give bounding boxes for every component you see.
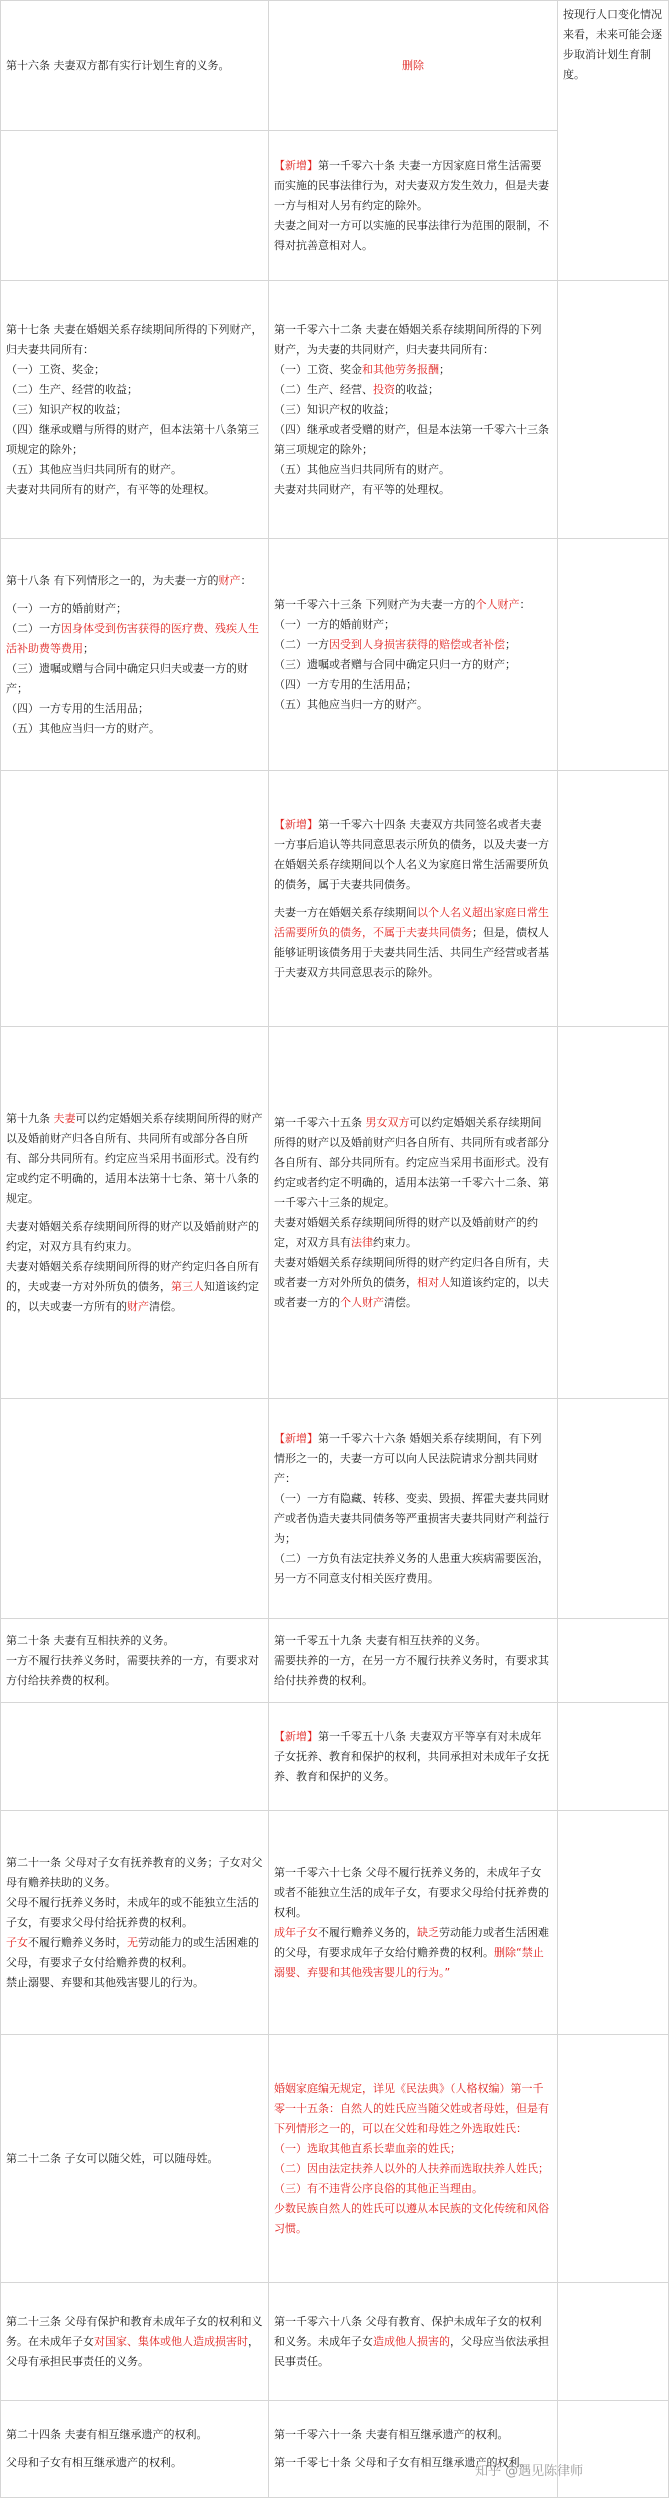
new-text [274, 1113, 552, 1213]
new-text [274, 156, 552, 216]
new-text [274, 380, 552, 400]
table-row [1, 1027, 669, 1399]
table-row [1, 1619, 669, 1703]
old-text: 第二十条 夫妻有互相扶养的义务。 [6, 1633, 175, 1647]
new-text: （五）其他应当归共同所有的财产。 [274, 462, 450, 476]
text-part: （二）一方 [274, 637, 329, 651]
text-part: ；但是，债权人能够证明该债务用于夫妻共同生活、共同生产经营或者基于夫妻双方共同意思表示的除外。 [274, 925, 549, 979]
text-part: 第一千零六十三条 下列财产为夫妻一方的 [274, 597, 476, 611]
new-text: 婚姻家庭编无规定，详见《民法典》（人格权编）第一千零一十五条：自然人的姓氏应当随父姓或者母姓，但是有下列情形之一的，可以在父姓和母姓之外选取姓氏： [274, 2081, 549, 2135]
new-text: （一）一方的婚前财产； [274, 617, 395, 631]
new-text [274, 1213, 552, 1253]
new-text: （四）一方专用的生活用品； [274, 677, 417, 691]
new-text [274, 595, 552, 615]
new-text: （三）知识产权的收益； [274, 402, 395, 416]
old-law-cell [1, 1027, 269, 1399]
text-part: 夫妻对婚姻关系存续期间所得的财产约定归各自所有，夫或者妻一方对外所负的债务， [274, 1255, 549, 1289]
text-part: 知道该约定的，以夫或者妻一方的 [274, 1275, 549, 1309]
new-text: 少数民族自然人的姓氏可以遵从本民族的文化传统和风俗习惯。 [274, 2201, 549, 2235]
old-text: （四）一方专用的生活用品； [6, 701, 149, 715]
new-text-body: 第一千零六十条 夫妻一方因家庭日常生活需要而实施的民事法律行为，对夫妻双方发生效力，但是夫妻一方与相对人另有约定的除外。 [274, 158, 549, 212]
new-law-cell [269, 1399, 558, 1619]
old-law-cell [1, 771, 269, 1027]
text-part: 不履行赡养义务的， [318, 1925, 417, 1939]
changed-text: 缺乏 [417, 1925, 439, 1939]
side-cell [558, 1027, 669, 1399]
side-cell [558, 2401, 669, 2498]
side-cell [558, 539, 669, 771]
old-text: （三）遗嘱或赠与合同中确定只归夫或妻一方的财产； [6, 661, 248, 695]
changed-text: 因身体受到伤害获得的医疗费、残疾人生活补助费等费用 [6, 621, 259, 655]
changed-text: 子女 [6, 1935, 28, 1949]
new-law-cell [269, 281, 558, 539]
changed-text: 夫妻 [53, 1111, 76, 1125]
new-text [274, 1253, 552, 1313]
old-text: 一方不履行扶养义务时，需要扶养的一方，有要求对方付给扶养费的权利。 [6, 1653, 259, 1687]
old-text: （二）生产、经营的收益； [6, 382, 138, 396]
new-text: 夫妻对共同财产，有平等的处理权。 [274, 482, 450, 496]
side-cell [558, 2283, 669, 2401]
new-text: （三）遗嘱或者赠与合同中确定只归一方的财产； [274, 657, 516, 671]
changed-text: 对国家、集体或他人造成损害时 [94, 2334, 248, 2348]
text-part: 可以约定婚姻关系存续期间所得的财产以及婚前财产归各自所有、共同所有或部分各自所有、部分共同所有。约定应当采用书面形式。没有约定或约定不明确的，适用本法第十七条、第十八条的规定。 [6, 1111, 263, 1205]
old-law-cell [1, 2283, 269, 2401]
old-law-cell [1, 1619, 269, 1703]
old-law-cell [1, 281, 269, 539]
text-part: （一）工资、奖金 [274, 362, 362, 376]
new-text [274, 1923, 552, 1983]
old-text: 第十七条 夫妻在婚姻关系存续期间所得的下列财产，归夫妻共同所有： [6, 322, 263, 356]
new-tag: 【新增】 [274, 1431, 318, 1445]
old-text: （一）一方的婚前财产； [6, 601, 127, 615]
side-cell [558, 1619, 669, 1703]
side-cell [558, 281, 669, 539]
new-text-body: 第一千零五十八条 夫妻双方平等享有对未成年子女抚养、教育和保护的权利，共同承担对未成年子女抚养、教育和保护的义务。 [274, 1729, 549, 1783]
changed-text: 财产 [127, 1299, 149, 1313]
text-part: ； [505, 637, 516, 651]
new-text: （四）继承或者受赠的财产，但是本法第一千零六十三条第三项规定的除外； [274, 422, 549, 456]
deleted-note: 删除 [402, 58, 424, 72]
side-note: 按现行人口变化情况来看，未来可能会逐步取消计划生育制度。 [563, 8, 662, 81]
new-text: 夫妻之间对一方可以实施的民事法律行为范围的限制，不得对抗善意相对人。 [274, 218, 549, 252]
text-part: ，父母有承担民事责任的义务。 [6, 2334, 259, 2368]
new-text [274, 635, 552, 655]
new-text [274, 2312, 552, 2372]
new-text: （一）选取其他直系长辈血亲的姓氏； [274, 2141, 461, 2155]
new-tag: 【新增】 [274, 1729, 318, 1743]
text-part: 清偿。 [384, 1295, 417, 1309]
table-row [1, 1, 669, 131]
side-cell [558, 1399, 669, 1619]
old-law-cell [1, 2035, 269, 2283]
new-text: 第一千零六十二条 夫妻在婚姻关系存续期间所得的下列财产，为夫妻的共同财产，归夫妻共同所有： [274, 322, 542, 356]
text-part: ，父母应当依法承担民事责任。 [274, 2334, 549, 2368]
table-row [1, 2035, 669, 2283]
new-text: （三）有不违背公序良俗的其他正当理由。 [274, 2181, 483, 2195]
changed-text: 无 [127, 1935, 138, 1949]
new-law-cell [269, 1027, 558, 1399]
text-part: ； [83, 641, 94, 655]
changed-text: 个人财产 [340, 1295, 384, 1309]
new-law-cell [269, 1811, 558, 2035]
old-text: （一）工资、奖金； [6, 362, 105, 376]
text-part: 劳动能力或者生活困难的父母，有要求成年子女给付赡养费的权利。 [274, 1925, 549, 1959]
text-part: 第一千零六十五条 [274, 1115, 366, 1129]
new-text: 第一千零六十一条 夫妻有相互继承遗产的权利。 [274, 2428, 509, 2441]
new-text-body: 第一千零六十四条 夫妻双方共同签名或者夫妻一方事后追认等共同意思表示所负的债务，以及夫妻一方在婚姻关系存续期间以个人名义为家庭日常生活需要所负的债务，属于夫妻共同债务。 [274, 817, 549, 891]
side-note-cell [558, 1, 669, 281]
new-text [274, 815, 552, 895]
text-part: 夫妻对婚姻关系存续期间所得的财产约定归各自所有的，夫或妻一方对外所负的债务， [6, 1259, 259, 1293]
side-cell [558, 1703, 669, 1811]
old-text: 父母不履行抚养义务时，未成年的或不能独立生活的子女，有要求父母付给抚养费的权利。 [6, 1895, 259, 1929]
text-part: 夫妻一方在婚姻关系存续期间 [274, 905, 417, 919]
table-row [1, 539, 669, 771]
new-text: （二）因由法定扶养人以外的人扶养而选取扶养人姓氏； [274, 2161, 549, 2175]
text-part: 约束力。 [373, 1235, 417, 1249]
old-text: 父母和子女有相互继承遗产的权利。 [6, 2456, 182, 2469]
text-part: ： [519, 597, 531, 611]
new-text-body: 第一千零六十六条 婚姻关系存续期间，有下列情形之一的，夫妻一方可以向人民法院请求分割共同财产： [274, 1431, 542, 1485]
deleted-note: 删除“禁止溺婴、弃婴和其他残害婴儿的行为。” [274, 1945, 544, 1979]
new-text: 第一千零六十七条 父母不履行抚养义务的，未成年子女或者不能独立生活的成年子女，有要求父母给付抚养费的权利。 [274, 1865, 549, 1919]
old-text: （四）继承或赠与所得的财产，但本法第十八条第三项规定的除外； [6, 422, 259, 456]
watermark: 知乎 @遇见陈律师 [475, 2464, 584, 2479]
table-row [1, 1703, 669, 1811]
old-law-cell [1, 1703, 269, 1811]
new-law-cell [269, 539, 558, 771]
text-part: 可以约定婚姻关系存续期间所得的财产以及婚前财产归各自所有、共同所有或者部分各自所有、部分共同所有。约定应当采用书面形式。没有约定或者约定不明确的，适用本法第一千零六十二条、第一千零六十三条的规定。 [274, 1115, 549, 1209]
table-row [1, 771, 669, 1027]
changed-text: 法律 [351, 1235, 373, 1249]
old-text: 第二十二条 子女可以随父姓，可以随母姓。 [6, 2151, 219, 2165]
changed-text: 造成他人损害的 [373, 2334, 450, 2348]
old-text [6, 1109, 263, 1209]
changed-text: 成年子女 [274, 1925, 318, 1939]
text-part: 不履行赡养义务时， [28, 1935, 127, 1949]
side-cell [558, 771, 669, 1027]
new-law-cell [269, 1703, 558, 1811]
old-text: 夫妻对共同所有的财产，有平等的处理权。 [6, 482, 215, 496]
new-law-cell [269, 771, 558, 1027]
table-row [1, 2283, 669, 2401]
new-law-cell [269, 2283, 558, 2401]
text-part: 清偿。 [149, 1299, 182, 1313]
new-law-cell [269, 2401, 558, 2498]
changed-text: 因受到人身损害获得的赔偿或者补偿 [329, 637, 505, 651]
side-cell [558, 1811, 669, 2035]
text-part: 劳动能力的或生活困难的父母，有要求子女付给赡养费的权利。 [6, 1935, 259, 1969]
new-text: 需要扶养的一方，在另一方不履行扶养义务时，有要求其给付扶养费的权利。 [274, 1653, 549, 1687]
text-part: （二）一方 [6, 621, 61, 635]
new-text: 第一千零五十九条 夫妻有相互扶养的义务。 [274, 1633, 487, 1647]
text-part: 夫妻对婚姻关系存续期间所得的财产以及婚前财产的约定，对双方具有 [274, 1215, 538, 1249]
new-text [274, 360, 552, 380]
new-law-cell [269, 1619, 558, 1703]
old-text: 第二十四条 夫妻有相互继承遗产的权利。 [6, 2428, 208, 2441]
changed-text: 男女双方 [365, 1115, 410, 1129]
text-part: 第十九条 [6, 1111, 54, 1125]
changed-text: 投资 [373, 382, 395, 396]
old-text: 第二十一条 父母对子女有抚养教育的义务；子女对父母有赡养扶助的义务。 [6, 1855, 263, 1889]
changed-text: 以个人名义超出家庭日常生活需要所负的债务，不属于夫妻共同债务 [274, 905, 549, 939]
text-part: 第十八条 有下列情形之一的，为夫妻一方的 [6, 573, 219, 587]
new-tag: 【新增】 [274, 158, 318, 172]
table-row [1, 1399, 669, 1619]
new-text [274, 1727, 552, 1787]
old-law-cell [1, 1399, 269, 1619]
old-law-cell [1, 131, 269, 281]
text-part: 第二十三条 父母有保护和教育未成年子女的权利和义务。在未成年子女 [6, 2314, 263, 2348]
table-row [1, 1811, 669, 2035]
new-text [274, 1429, 552, 1489]
old-text [6, 1933, 263, 1973]
changed-text: 相对人 [417, 1275, 450, 1289]
old-text [6, 1257, 263, 1317]
text-part: ； [439, 362, 450, 376]
new-law-cell [269, 131, 558, 281]
old-law-cell [1, 1811, 269, 2035]
old-law-cell [1, 1, 269, 131]
changed-text: 个人财产 [475, 597, 520, 611]
side-cell [558, 2035, 669, 2283]
changed-text: 财产 [218, 573, 241, 587]
new-text: （一）一方有隐藏、转移、变卖、毁损、挥霍夫妻共同财产或者伪造夫妻共同债务等严重损害夫妻共同财产利益行为； [274, 1491, 549, 1545]
old-text: （五）其他应当归一方的财产。 [6, 721, 160, 735]
text-part: 知道该约定的，以夫或妻一方所有的 [6, 1279, 259, 1313]
new-law-cell [269, 1, 558, 131]
old-text: （五）其他应当归共同所有的财产。 [6, 462, 182, 476]
old-law-cell [1, 539, 269, 771]
new-law-cell [269, 2035, 558, 2283]
old-law-cell [1, 2401, 269, 2498]
old-text [6, 619, 263, 659]
table-row [1, 2401, 669, 2498]
new-tag: 【新增】 [274, 817, 318, 831]
new-text: （五）其他应当归一方的财产。 [274, 697, 428, 711]
text-part: 的收益； [395, 382, 439, 396]
old-text [6, 2312, 263, 2372]
table-row [1, 281, 669, 539]
new-text [274, 903, 552, 983]
old-text: 禁止溺婴、弃婴和其他残害婴儿的行为。 [6, 1975, 204, 1989]
changed-text: 第三人 [171, 1279, 204, 1293]
old-text: （三）知识产权的收益； [6, 402, 127, 416]
text-part: 第一千零六十八条 父母有教育、保护未成年子女的权利和义务。未成年子女 [274, 2314, 542, 2348]
changed-text: 和其他劳务报酬 [362, 362, 439, 376]
text-part: （二）生产、经营、 [274, 382, 373, 396]
old-text [6, 571, 263, 591]
old-text: 第十六条 夫妻双方都有实行计划生育的义务。 [6, 58, 230, 72]
new-text: （二）一方负有法定扶养义务的人患重大疾病需要医治，另一方不同意支付相关医疗费用。 [274, 1551, 549, 1585]
new-text: 第一千零七十条 父母和子女有相互继承遗产的权利。 [274, 2456, 531, 2469]
old-text: 夫妻对婚姻关系存续期间所得的财产以及婚前财产的约定，对双方具有约束力。 [6, 1219, 259, 1253]
text-part: ： [240, 573, 252, 587]
